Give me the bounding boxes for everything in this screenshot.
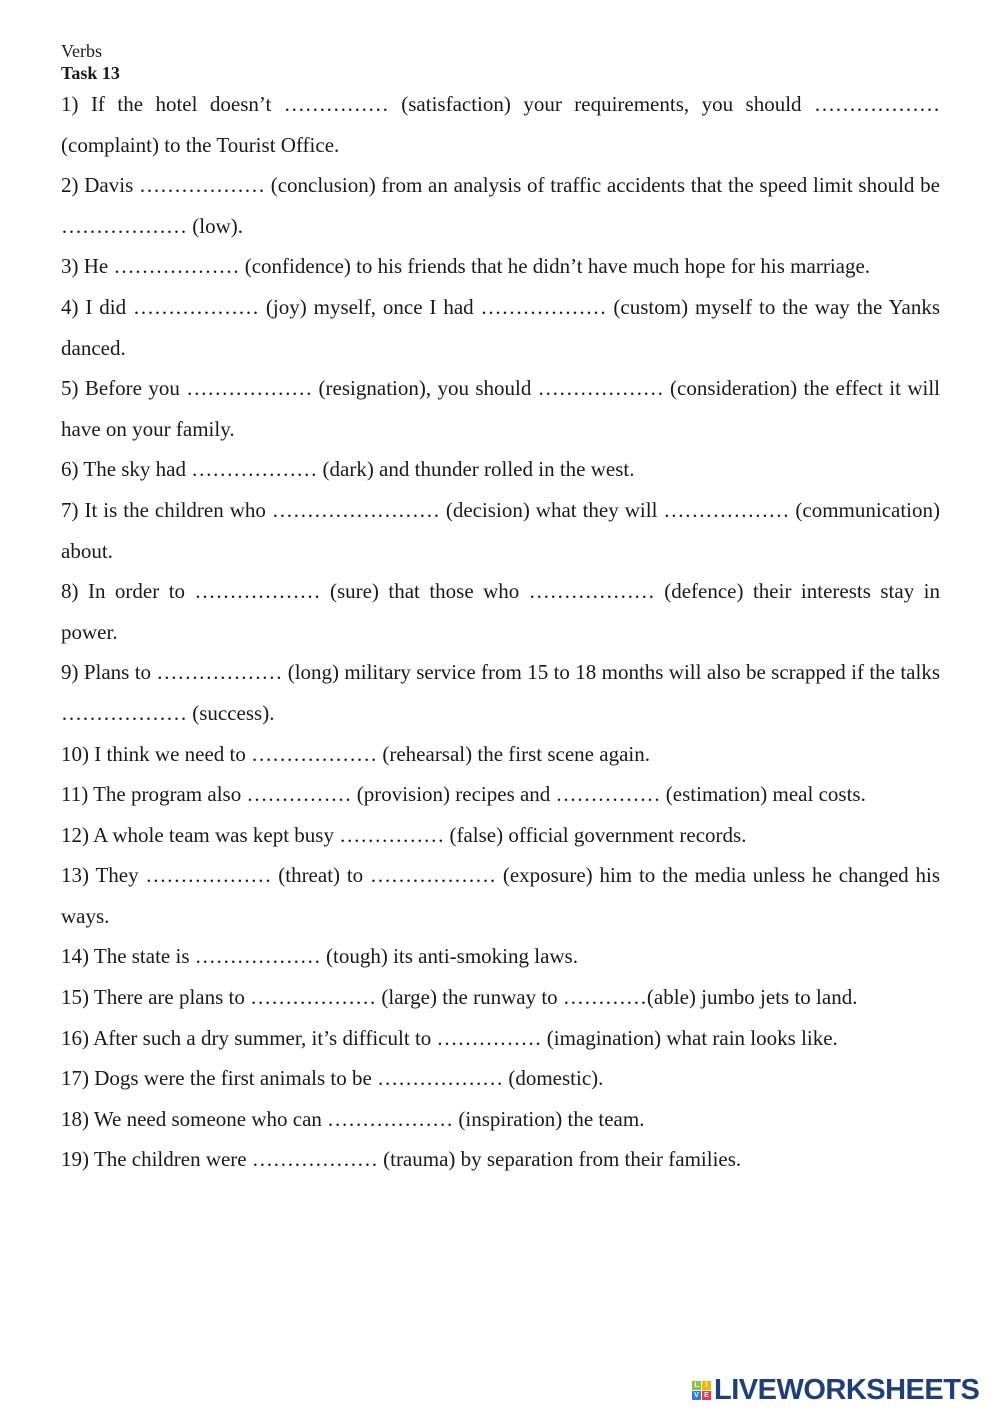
logo-tile: E: [702, 1391, 711, 1400]
logo-tiles-icon: [692, 1381, 711, 1400]
exercise-item: 1) If the hotel doesn’t …………… (satisfaction) your requirements, you should ……………… (complaint) to the Tourist Office.: [61, 92, 940, 157]
exercise-item: 11) The program also …………… (provision) recipes and …………… (estimation) meal costs.: [61, 782, 866, 807]
exercise-item: 7) It is the children who …………………… (decision) what they will ……………… (communication) about.: [61, 497, 940, 563]
exercise-item: 2) Davis ……………… (conclusion) from an analysis of traffic accidents that the speed limit should be ……………… (low).: [61, 173, 940, 238]
worksheet: [61, 40, 940, 1180]
logo-tile: I: [702, 1381, 711, 1390]
exercise-item: 3) He ……………… (confidence) to his friends that he didn’t have much hope for his marriage.: [61, 254, 871, 279]
logo-tile: V: [692, 1391, 701, 1400]
exercise-item: 12) A whole team was kept busy …………… (false) official government records.: [61, 822, 747, 847]
exercise-item: 10) I think we need to ……………… (rehearsal) the first scene again.: [61, 741, 650, 766]
exercise-item: 14) The state is ……………… (tough) its anti-smoking laws.: [61, 944, 578, 969]
exercise-item: 4) I did ……………… (joy) myself, once I had ……………… (custom) myself to the way the Yanks danced.: [61, 294, 940, 360]
liveworksheets-logo: [692, 1374, 979, 1407]
exercise-item: 16) After such a dry summer, it’s difficult to …………… (imagination) what rain looks like.: [61, 1025, 838, 1050]
exercise-item: 13) They ……………… (threat) to ……………… (exposure) him to the media unless he changed his ways.: [61, 863, 940, 928]
task-title: Task 13: [61, 63, 120, 83]
exercise-item: 17) Dogs were the first animals to be ……………… (domestic).: [61, 1066, 604, 1091]
exercise-list: [61, 84, 940, 1180]
exercise-item: 6) The sky had ……………… (dark) and thunder rolled in the west.: [61, 457, 635, 482]
exercise-item: 5) Before you ……………… (resignation), you should ……………… (consideration) the effect it will have on your family.: [61, 376, 940, 441]
exercise-item: 18) We need someone who can ……………… (inspiration) the team.: [61, 1106, 645, 1131]
logo-text: LIVEWORKSHEETS: [714, 1374, 980, 1406]
logo-tile: L: [692, 1381, 701, 1390]
exercise-item: 8) In order to ……………… (sure) that those who ……………… (defence) their interests stay in power.: [61, 579, 940, 644]
exercise-item: 19) The children were ……………… (trauma) by separation from their families.: [61, 1147, 742, 1172]
exercise-item: 15) There are plans to ……………… (large) the runway to …………(able) jumbo jets to land.: [61, 985, 858, 1010]
subject-label: Verbs: [61, 41, 102, 61]
exercise-item: 9) Plans to ……………… (long) military service from 15 to 18 months will also be scrapped if the talks ……………… (success).: [61, 660, 940, 725]
